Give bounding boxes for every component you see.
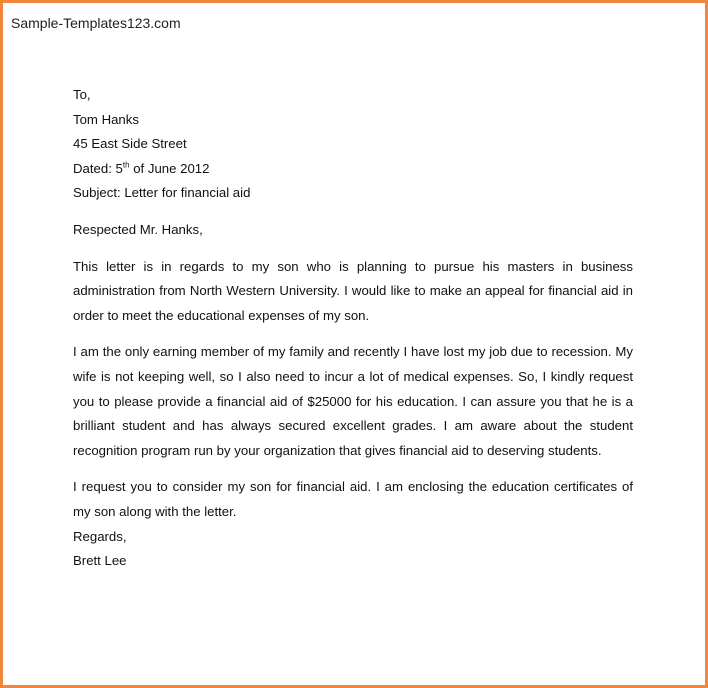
signature-name: Brett Lee xyxy=(73,553,127,569)
letter-date xyxy=(73,157,633,182)
date-rest: of June 2012 xyxy=(129,160,210,176)
spacer xyxy=(73,243,633,255)
closing: Regards, xyxy=(73,528,127,544)
salutation: Respected Mr. Hanks, xyxy=(73,221,203,237)
date-prefix: Dated: 5 xyxy=(73,160,123,176)
recipient-address: 45 East Side Street xyxy=(73,136,187,152)
site-watermark: Sample-Templates123.com xyxy=(11,15,181,31)
spacer xyxy=(73,328,633,340)
paragraph-1: This letter is in regards to my son who is planning to pursue his masters in business administration from North Western University. I would like to make an appeal for financial aid in order to meet the educational expenses of my son. xyxy=(73,258,633,323)
paragraph-3: I request you to consider my son for financial aid. I am enclosing the education certificates of my son along with the letter. xyxy=(73,479,633,519)
letter-subject: Subject: Letter for financial aid xyxy=(73,185,251,201)
recipient-name: Tom Hanks xyxy=(73,111,139,127)
letter-body xyxy=(73,83,633,574)
date-ordinal-suffix: th xyxy=(122,160,130,170)
to-label: To, xyxy=(73,87,91,102)
spacer xyxy=(73,463,633,475)
spacer xyxy=(73,206,633,218)
paragraph-2: I am the only earning member of my family and recently I have lost my job due to recession. My wife is not keeping well, so I also need to incur a lot of medical expenses. So, I kindly request you to please provide a financial aid of $25000 for his education. I can assure you that he is a brilliant student and has always secured excellent grades. I am aware about the student recognition program run by your organization that gives financial aid to deserving students. xyxy=(73,344,633,458)
